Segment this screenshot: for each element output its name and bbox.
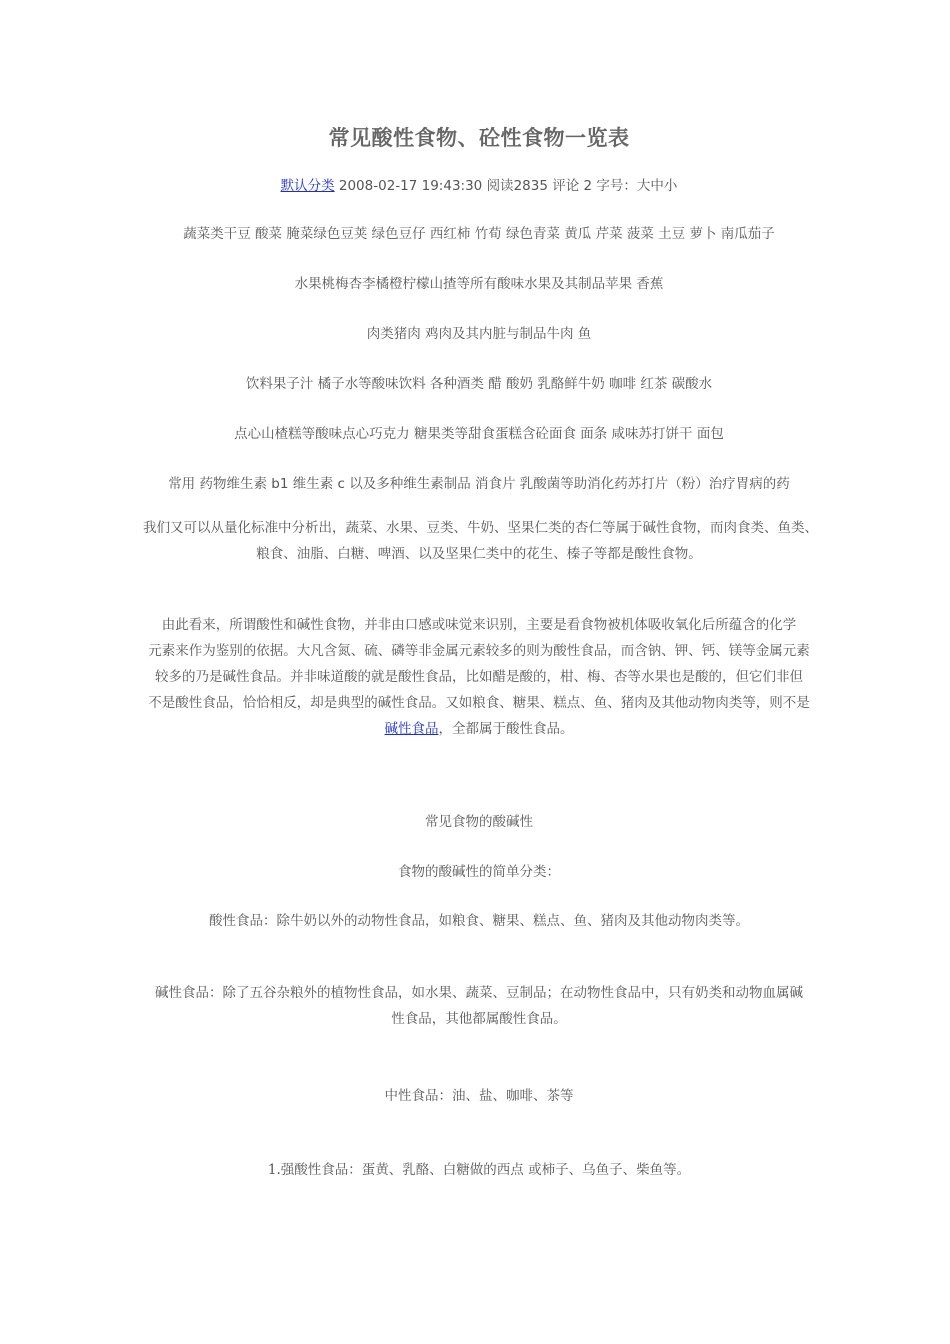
- quantitative-paragraph: [143, 515, 818, 567]
- fruits-line: 水果桃梅杏李橘橙柠檬山揸等所有酸味水果及其制品苹果 香蕉: [294, 276, 664, 292]
- vegetables-line: 蔬菜类干豆 酸菜 腌菜绿色豆荚 绿色豆仔 西红柿 竹荀 绿色青菜 黄瓜 芹菜 菠菜 土豆 萝卜 南瓜茄子: [183, 226, 775, 242]
- neutral-foods-line: 中性食品：油、盐、咖啡、茶等: [384, 1088, 574, 1104]
- comment-count: 2: [583, 178, 593, 194]
- paragraph-row: 碱性食品：除了五谷杂粮外的植物性食品，如水果、蔬菜、豆制品；在动物性食品中，只有奶类和动物血属碱: [155, 985, 803, 1001]
- paragraph-row: [143, 716, 815, 742]
- font-size-small[interactable]: 小: [663, 178, 678, 194]
- section-intro: 食物的酸碱性的简单分类：: [398, 864, 560, 880]
- paragraph-tail: ，全都属于酸性食品。: [438, 721, 574, 737]
- page-title: 常见酸性食物、砼性食物一览表: [328, 126, 630, 150]
- article-meta: [143, 174, 815, 194]
- meat-line: 肉类猪肉 鸡肉及其内脏与制品牛肉 鱼: [366, 326, 592, 342]
- strong-acid-foods-line: 1.强酸性食品：蛋黄、乳酪、白糖做的西点 或柿子、乌鱼子、柴鱼等。: [267, 1162, 691, 1178]
- explanation-paragraph: [143, 612, 815, 742]
- post-datetime: 2008-02-17 19:43:30: [338, 178, 483, 194]
- comment-label: 评论: [552, 178, 580, 194]
- acid-foods-line: 酸性食品：除牛奶以外的动物性食品，如粮食、糖果、糕点、鱼、猪肉及其他动物肉类等。: [209, 913, 749, 929]
- section-title: 常见食物的酸碱性: [425, 814, 533, 830]
- medicine-line: 常用 药物维生素 b1 维生素 c 以及多种维生素制品 消食片 乳酸菌等助消化药苏打片（粉）治疗胃病的药: [168, 476, 790, 492]
- paragraph-row: 由此看来，所谓酸性和碱性食物，并非由口感或味觉来识别，主要是看食物被机体吸收氧化后所蕴含的化学: [161, 617, 797, 633]
- paragraph-row: 元素来作为鉴别的依据。大凡含氮、硫、磷等非金属元素较多的则为酸性食品，而含钠、钾、钙、镁等金属元素: [148, 643, 810, 659]
- alkaline-foods-paragraph: [143, 980, 815, 1032]
- read-label: 阅读: [486, 178, 514, 194]
- font-size-medium[interactable]: 中: [650, 178, 664, 194]
- snacks-line: 点心山楂糕等酸味点心巧克力 糖果类等甜食蛋糕含砼面食 面条 咸味苏打饼干 面包: [234, 426, 724, 442]
- paragraph-row: 性食品，其他都属酸性食品。: [391, 1011, 567, 1027]
- category-link[interactable]: 默认分类: [280, 178, 335, 194]
- font-size-label: 字号：: [596, 178, 637, 194]
- read-count: 2835: [513, 178, 548, 194]
- paragraph-row: 我们又可以从量化标准中分析出，蔬菜、水果、豆类、牛奶、坚果仁类的杏仁等属于碱性食物，而肉食类、鱼类、: [143, 520, 818, 536]
- font-size-large[interactable]: 大: [636, 178, 651, 194]
- paragraph-row: 不是酸性食品，恰恰相反，却是典型的碱性食品。又如粮食、糖果、糕点、鱼、猪肉及其他动物肉类等，则不是: [148, 695, 810, 711]
- alkaline-food-link[interactable]: 碱性食品: [384, 721, 439, 737]
- paragraph-row: 粮食、油脂、白糖、啤酒、以及坚果仁类中的花生、榛子等都是酸性食物。: [256, 546, 702, 562]
- paragraph-row: 较多的乃是碱性食品。并非味道酸的就是酸性食品，比如醋是酸的，柑、梅、杏等水果也是酸的，但它们非但: [155, 669, 803, 685]
- drinks-line: 饮料果子汁 橘子水等酸味饮料 各种酒类 醋 酸奶 乳酪鲜牛奶 咖啡 红茶 碳酸水: [245, 376, 713, 392]
